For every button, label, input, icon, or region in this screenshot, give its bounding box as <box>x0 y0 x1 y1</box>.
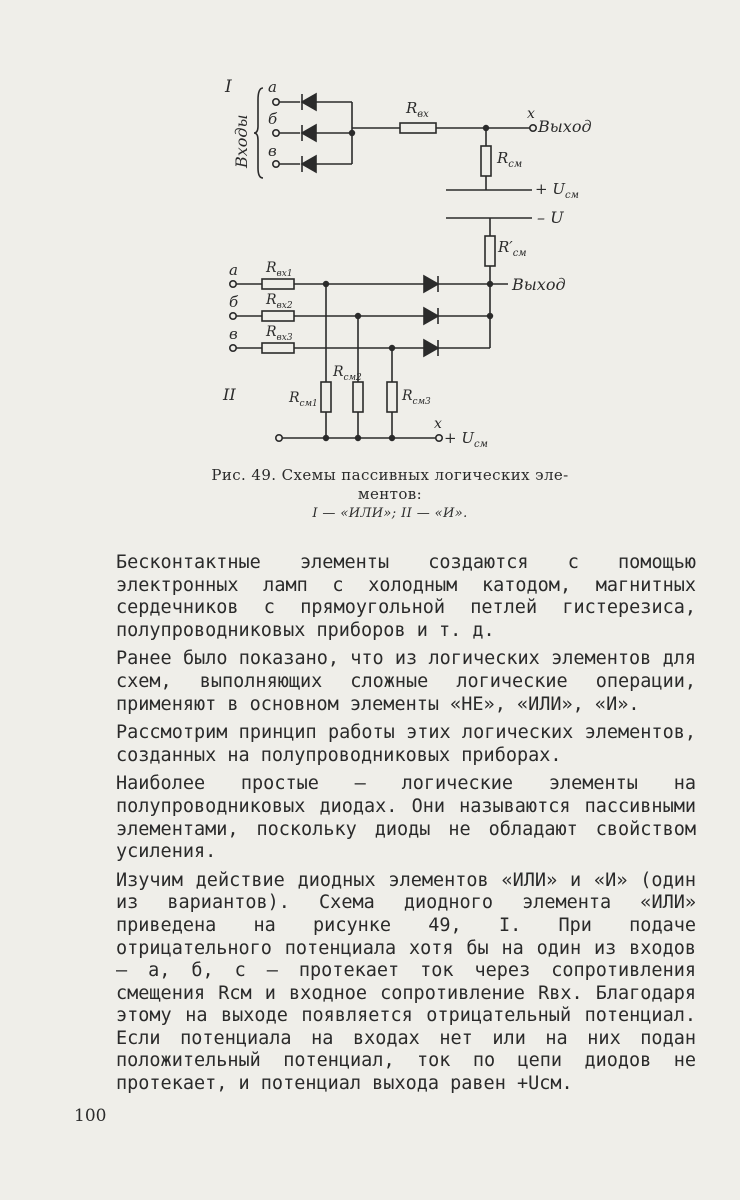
or-input-resistor <box>400 123 436 133</box>
or-input-b-terminal <box>273 130 279 136</box>
paragraph-5: Изучим действие диодных элементов «ИЛИ» и «И» (один из вариантов). Схема диодного элемента «ИЛИ» приведена на рисунке 49, I. При подаче отрицательного потенциала хотя бы на один из входов — а, б, с — протекает ток через сопротивления смещения Rсм и входное сопротивление Rвх. Благодаря этому на выходе появляется отрицательный потенциал. Если потенциала на входах нет или на них подан положительный потенциал, ток по цепи диодов не протекает, и потенциал выхода равен +Uсм. <box>116 869 696 1095</box>
and-rsm2-label: $R_{см2}$ <box>333 364 362 383</box>
and-rsm-top-label: $R'_{см}$ <box>498 238 527 259</box>
or-input-a-terminal <box>273 99 279 105</box>
or-roman-label: I <box>225 77 232 97</box>
or-rin-label: $R_{вх}$ <box>406 99 429 120</box>
and-bias-resistor-1 <box>321 382 331 412</box>
paragraph-2: Ранее было показано, что из логических элементов для схем, выполняющих сложные логические операции, применяют в основном элементы «НЕ», «ИЛИ», «И». <box>116 648 696 715</box>
or-input-c-terminal <box>273 161 279 167</box>
and-supply-left-terminal <box>276 435 282 441</box>
or-input-b-label: б <box>268 110 278 128</box>
page-number: 100 <box>74 1106 107 1126</box>
and-rsm3-label: $R_{см3}$ <box>402 388 431 407</box>
and-diode-1 <box>424 276 438 292</box>
or-output-label: Выход <box>538 117 592 136</box>
and-supply-right-terminal <box>436 435 442 441</box>
or-input-c-label: в <box>268 142 277 160</box>
and-diode-2 <box>424 308 438 324</box>
or-input-a-label: а <box>268 78 277 96</box>
or-diode-1 <box>302 94 316 110</box>
and-input-a-label: а <box>229 261 238 279</box>
and-input-c-terminal <box>230 345 236 351</box>
and-input-c-label: в <box>229 325 238 343</box>
and-input-resistor-2 <box>262 311 294 321</box>
caption-line-3: I — «ИЛИ»; II — «И». <box>312 506 468 521</box>
and-diode-3 <box>424 340 438 356</box>
and-rin2-label: $R_{вх2}$ <box>266 292 293 311</box>
and-input-resistor-3 <box>262 343 294 353</box>
or-output-terminal <box>530 125 536 131</box>
and-roman-label: II <box>223 385 236 404</box>
and-neg-supply-label: – U <box>537 208 564 227</box>
or-diode-2 <box>302 125 316 141</box>
and-bias-resistor-2 <box>353 382 363 412</box>
and-rin3-label: $R_{вх3}$ <box>266 324 293 343</box>
caption-line-2: ментов: <box>357 485 423 503</box>
circuit-figure <box>0 0 740 460</box>
and-input-b-label: б <box>229 293 239 311</box>
paragraph-4: Наиболее простые — логические элементы на полупроводниковых диодах. Они называются пассивными элементами, поскольку диоды не обладают свойством усиления. <box>116 773 696 863</box>
and-input-b-terminal <box>230 313 236 319</box>
body-text <box>116 552 696 1102</box>
or-x-label: x <box>527 106 535 122</box>
or-bias-resistor <box>481 146 491 176</box>
or-diode-3 <box>302 156 316 172</box>
or-inputs-label: Входы <box>232 114 251 168</box>
caption-line-1: Рис. 49. Схемы пассивных логических эле- <box>211 466 569 484</box>
paragraph-1: Бесконтактные элементы создаются с помощью электронных ламп с холодным катодом, магнитных сердечников с прямоугольной петлей гистерезиса, полупроводниковых приборов и т. д. <box>116 552 696 641</box>
and-x-label: x <box>434 416 442 432</box>
and-bias-resistor-3 <box>387 382 397 412</box>
or-rsm-label: $R_{см}$ <box>497 149 523 170</box>
and-input-resistor-1 <box>262 279 294 289</box>
and-output-label: Выход <box>512 275 566 294</box>
and-supply-label: + $U_{см}$ <box>444 429 488 450</box>
and-rsm1-label: $R_{см1}$ <box>289 390 318 409</box>
figure-caption <box>150 466 630 523</box>
paragraph-3: Рассмотрим принцип работы этих логических элементов, созданных на полупроводниковых приборах. <box>116 722 696 766</box>
and-top-bias-resistor <box>485 236 495 266</box>
and-rin1-label: $R_{вх1}$ <box>266 260 293 279</box>
and-input-a-terminal <box>230 281 236 287</box>
or-supply-label: + $U_{см}$ <box>535 180 579 201</box>
